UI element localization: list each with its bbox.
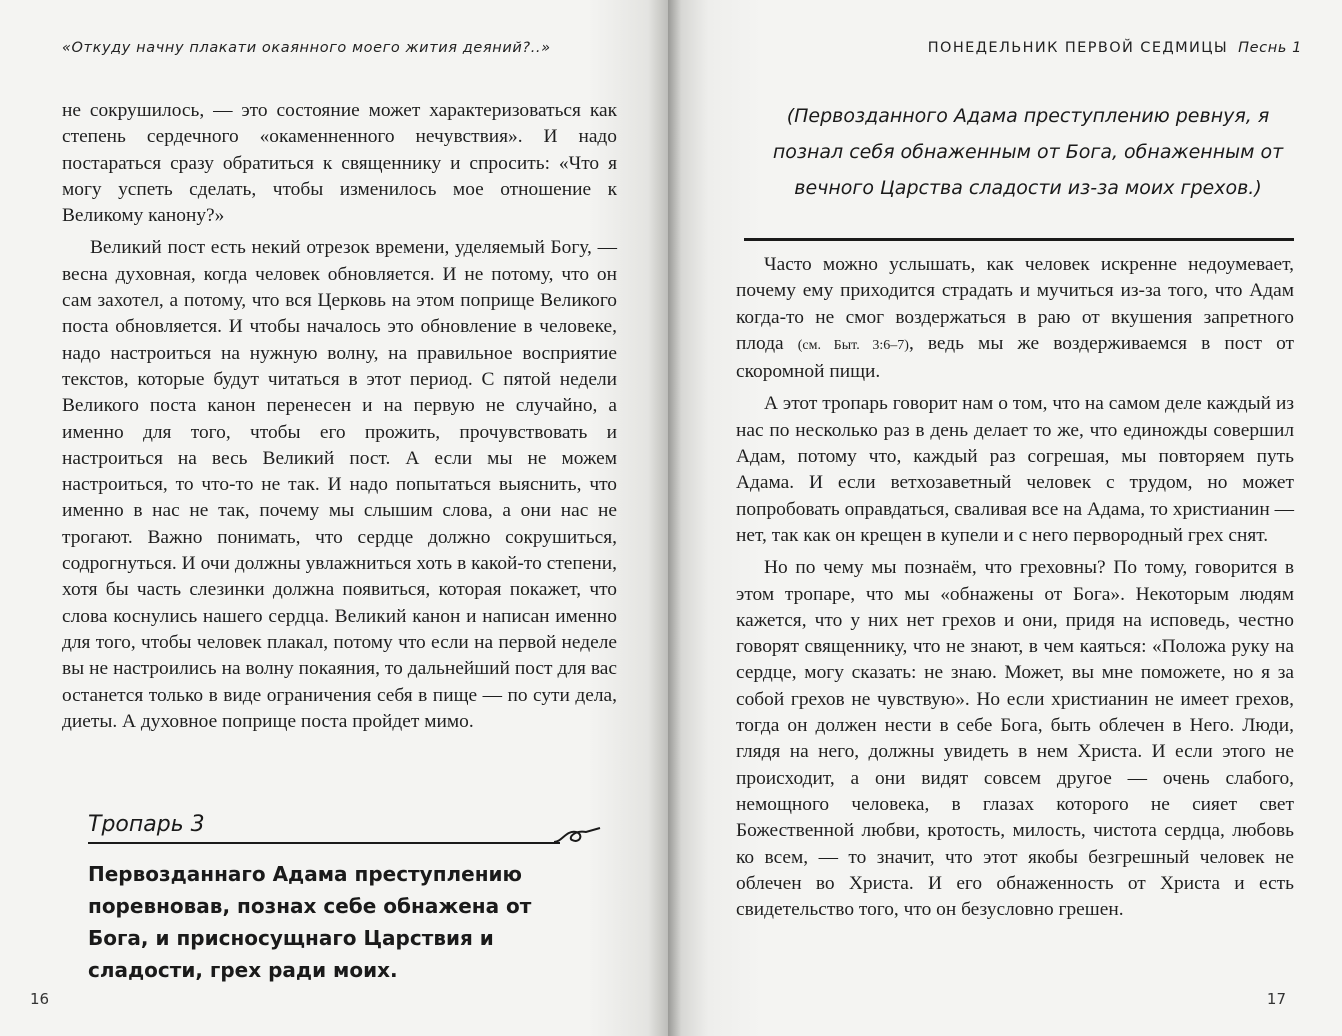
paragraph: А этот тропарь говорит нам о том, что на самом деле каждый из нас по несколько раз в день делает то же, что единожды совершил Адам, потому что, каждый раз согрешая, мы повторяем путь Адама. И если ветхозаветный человек с трудом, но может попробовать оправдаться, сваливая все на Адама, то христианин — нет, так как он крещен в купели и с него первородный грех снят. (736, 393, 1294, 546)
paragraph (736, 252, 1294, 385)
page-number-right: 17 (1266, 990, 1286, 1008)
paragraph-text: Часто можно услышать, как человек искренне недоумевает, почему ему приходится страдать и мучиться из-за того, что Адам когда-то не смог воздержаться в раю от вкушения запретного плода (736, 254, 1294, 354)
left-body-text (62, 98, 617, 735)
title-underline (88, 842, 560, 844)
paragraph: Великий пост есть некий отрезок времени, уделяемый Богу, — весна духовная, когда человек обновляется. И не потому, что он сам захотел, а потому, что вся Церковь на этом поприще Великого поста обновляется. И чтобы началось это обновление в человеке, надо настроиться на нужную волну, на правильное восприятие текстов, которые будут читаться в этот период. С пятой недели Великого поста канон перенесен и на первую не случайно, а именно для того, чтобы его прожить, прочувствовать и настроиться на весь Великий пост. А если мы не можем настроиться, то что-то не так. И надо попытаться выяснить, что именно в нас не так, почему мы слышим слова, а они нас не трогают. Важно понимать, что сердце должно сокрушиться, содрогнуться. И очи должны увлажниться хоть в какой-то степени, хотя бы часть слезинки должна появиться, которая покажет, что слова коснулись нашего сердца. Великий канон и написан именно для того, чтобы человек плакал, потому что если на первой неделе вы не настроились на волну покаяния, то дальнейший пост для вас останется только в виде ограничения себя в пище — по сути дела, диеты. А духовное поприще поста пройдет мимо. (62, 237, 617, 732)
troparion-translation: (Первозданного Адама преступлению ревнуя, я познал себя обнаженным от Бога, обнаженным от вечного Царства сладости из-за моих грехов.) (772, 105, 1284, 199)
troparion-slavonic-text: Первозданнаго Адама преступлению поревновав, познах себе обнажена от Бога, и присносущнаго Царствия и сладости, грех ради моих. (88, 862, 532, 982)
right-body-text (736, 252, 1294, 923)
paragraph: Но по чему мы познаём, что греховны? По тому, говорится в этом тропаре, что мы «обнажены от Бога». Некоторым людям кажется, что у них нет грехов и они, придя на исповедь, честно говорят священнику, что не знают, в чем каяться: «Положа руку на сердце, могу сказать: не знаю. Может, вы мне поможете, но я за собой грехов не чувствую». Но если христианин не имеет грехов, тогда он должен нести в себе Бога, быть облечен в Него. Люди, глядя на него, должны увидеть в нем Христа. И если этого не происходит, а они видят совсем другое — очень слабого, немощного человека, в глазах которого не сияет свет Божественной любви, кротость, милость, чистота сердца, любовь ко всем, — то значит, что этот якобы безгрешный человек не облечен во Христа. И его обнаженность от Христа и есть свидетельство того, что он безусловно грешен. (736, 557, 1294, 921)
scripture-reference: (см. Быт. 3:6–7) (797, 337, 909, 353)
page-number-left: 16 (30, 990, 50, 1008)
running-head-song: Песнь 1 (1238, 40, 1302, 56)
running-head-section: ПОНЕДЕЛЬНИК ПЕРВОЙ СЕДМИЦЫ (927, 40, 1229, 56)
running-head-left: «Откуду начну плакати окаянного моего жития деяний?..» (62, 40, 551, 56)
translation-rule (744, 238, 1294, 241)
troparion-title: Тропарь 3 (88, 812, 205, 837)
right-page (668, 0, 1342, 1036)
left-page (0, 0, 668, 1036)
paragraph: не сокрушилось, — это состояние может характеризоваться как степень сердечного «окаменненного нечувствия». И надо постараться сразу обратиться к священнику и спросить: «Что я могу успеть сделать, чтобы изменилось мое отношение к Великому канону?» (62, 100, 617, 227)
ornament-swirl-icon (552, 824, 602, 848)
running-head-right (928, 40, 1302, 56)
paragraph-text: , ведь мы же воздерживаемся в пост от скоромной пищи. (736, 332, 1294, 383)
